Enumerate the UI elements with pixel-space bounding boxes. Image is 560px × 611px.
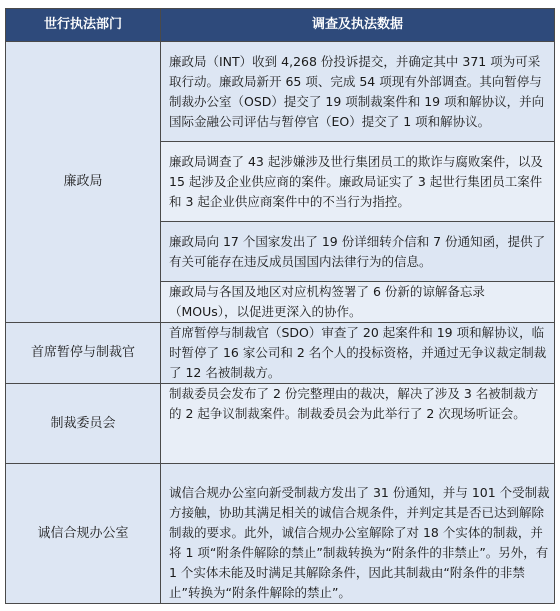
table-row	[6, 42, 555, 142]
data-cell: 首席暂停与制裁官（SDO）审查了 20 起案件和 19 项和解协议，临时暂停了 16 家公司和 2 名个人的投标资格，并通过无争议裁定制裁了 12 名被制裁方。	[161, 323, 555, 384]
data-cell: 廉政局向 17 个国家发出了 19 份详细转介信和 7 份通知函，提供了有关可能存在违反成员国国内法律行为的信息。	[161, 222, 555, 282]
department-cell-int: 廉政局	[6, 42, 161, 323]
data-cell: 廉政局调查了 43 起涉嫌涉及世行集团员工的欺诈与腐败案件，以及 15 起涉及企业供应商的案件。廉政局证实了 3 起世行集团员工案件和 3 起企业供应商案件中的不当行为指控。	[161, 142, 555, 222]
table-header-row	[6, 9, 555, 42]
table-row	[6, 323, 555, 384]
data-cell: 诚信合规办公室向新受制裁方发出了 31 份通知，并与 101 个受制裁方接触，协助其满足相关的诚信合规条件，并判定其是否已达到解除制裁的要求。此外，诚信合规办公室解除了对 18 个实体的制裁，并将 1 项“附条件解除的禁止”制裁转换为“附条件的非禁止”。另外，有 1 个实体未能及时满足其解除条件，因此其制裁由“附条件的非禁止”转换为“附条件解除的禁止”。	[161, 464, 555, 604]
header-data: 调查及执法数据	[161, 9, 555, 42]
data-cell: 廉政局（INT）收到 4,268 份投诉提交，并确定其中 371 项为可采取行动。廉政局新开 65 项、完成 54 项现有外部调查。其向暂停与制裁办公室（OSD）提交了 19 项制裁案件和 19 项和解协议，并向国际金融公司评估与暂停官（EO）提交了 1 项和解协议。	[161, 42, 555, 142]
enforcement-data-table	[5, 8, 555, 604]
table-row	[6, 464, 555, 604]
table-row	[6, 384, 555, 464]
data-cell: 廉政局与各国及地区对应机构签署了 6 份新的谅解备忘录（MOUs），以促进更深入的协作。	[161, 282, 555, 323]
department-cell-ico: 诚信合规办公室	[6, 464, 161, 604]
department-cell-sdo: 首席暂停与制裁官	[6, 323, 161, 384]
data-cell: 制裁委员会发布了 2 份完整理由的裁决，解决了涉及 3 名被制裁方的 2 起争议制裁案件。制裁委员会为此举行了 2 次现场听证会。	[161, 384, 555, 464]
department-cell-sanctions-board: 制裁委员会	[6, 384, 161, 464]
header-department: 世行执法部门	[6, 9, 161, 42]
